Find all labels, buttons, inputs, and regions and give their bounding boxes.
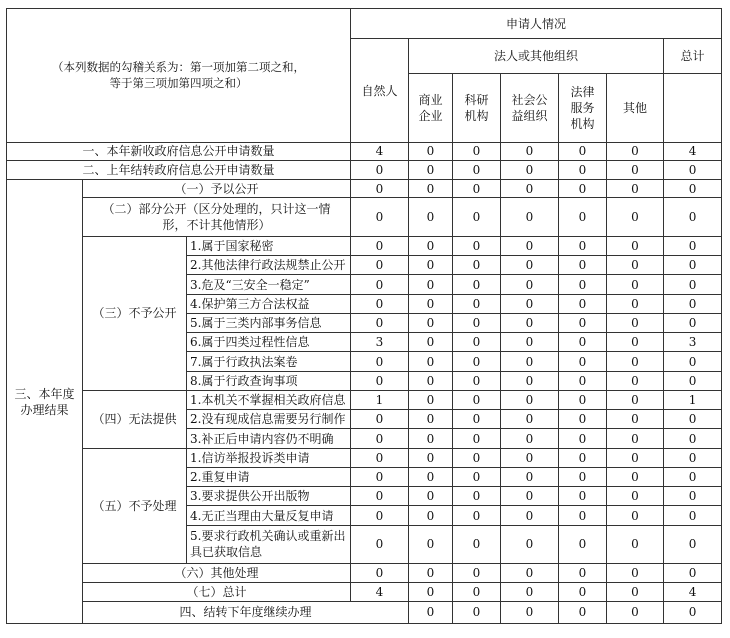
cell-value: 0 — [351, 467, 409, 486]
cell-value: 0 — [351, 410, 409, 429]
cell-value: 0 — [664, 487, 722, 506]
table-row — [7, 601, 722, 623]
cell-value: 0 — [453, 583, 501, 601]
cell-value: 0 — [453, 410, 501, 429]
cell-value: 0 — [453, 467, 501, 486]
cell-value: 0 — [664, 256, 722, 275]
application-statistics-table — [6, 8, 722, 624]
cell-value: 0 — [501, 525, 559, 564]
cell-value: 0 — [409, 333, 453, 352]
cell-value: 0 — [409, 294, 453, 313]
cell-value: 0 — [501, 601, 559, 623]
applicant-status-header: 申请人情况 — [351, 9, 722, 39]
cell-value: 0 — [453, 506, 501, 525]
row-label: 2.其他法律行政法规禁止公开 — [187, 256, 351, 275]
cell-value: 0 — [559, 294, 607, 313]
cell-value: 0 — [409, 525, 453, 564]
cell-value: 0 — [664, 180, 722, 198]
cell-value: 0 — [409, 352, 453, 371]
cell-value: 0 — [559, 390, 607, 409]
row-label: 1.信访举报投诉类申请 — [187, 448, 351, 467]
cell-value: 0 — [501, 390, 559, 409]
row-label: 5.要求行政机关确认或重新出具已获取信息 — [187, 525, 351, 564]
cell-value: 0 — [409, 180, 453, 198]
cell-value: 0 — [409, 467, 453, 486]
cell-value: 0 — [607, 160, 664, 179]
cell-value: 0 — [664, 313, 722, 332]
cell-value: 0 — [351, 506, 409, 525]
cell-value: 0 — [351, 371, 409, 390]
cell-value: 0 — [409, 487, 453, 506]
cell-value: 0 — [559, 142, 607, 160]
cell-value: 0 — [607, 410, 664, 429]
cell-value: 0 — [559, 583, 607, 601]
cell-value: 0 — [409, 236, 453, 255]
cell-value: 0 — [409, 371, 453, 390]
cell-value: 0 — [559, 160, 607, 179]
total-header: 总计 — [664, 39, 722, 73]
cell-value: 0 — [409, 142, 453, 160]
cell-value: 0 — [501, 371, 559, 390]
cell-value: 3 — [351, 333, 409, 352]
cell-value: 0 — [501, 313, 559, 332]
cell-value: 0 — [501, 294, 559, 313]
cell-value: 0 — [559, 180, 607, 198]
cell-value: 0 — [351, 564, 409, 583]
cell-value: 0 — [409, 198, 453, 237]
cell-value: 0 — [501, 236, 559, 255]
cell-value: 0 — [664, 467, 722, 486]
cell-value: 0 — [453, 256, 501, 275]
cell-value: 0 — [501, 448, 559, 467]
cell-value: 0 — [664, 525, 722, 564]
cell-value: 0 — [607, 198, 664, 237]
cell-value: 0 — [607, 448, 664, 467]
consistency-note: （本列数据的勾稽关系为：第一项加第二项之和， 等于第三项加第四项之和） — [7, 9, 351, 143]
group-label-unable: （四）无法提供 — [83, 390, 187, 448]
cell-value: 3 — [664, 333, 722, 352]
cell-value: 0 — [453, 142, 501, 160]
cell-value: 0 — [409, 390, 453, 409]
cell-value: 0 — [453, 333, 501, 352]
cell-value: 0 — [664, 160, 722, 179]
cell-value: 0 — [559, 506, 607, 525]
cell-value: 0 — [664, 506, 722, 525]
cell-value: 0 — [351, 429, 409, 448]
cell-value: 4 — [664, 142, 722, 160]
cell-value: 0 — [559, 564, 607, 583]
cell-value: 0 — [607, 142, 664, 160]
cell-value: 0 — [607, 333, 664, 352]
table-row — [7, 390, 722, 409]
row-label: （一）予以公开 — [83, 180, 351, 198]
row-label: （六）其他处理 — [83, 564, 351, 583]
cell-value: 0 — [607, 180, 664, 198]
row-label: 3.补正后申请内容仍不明确 — [187, 429, 351, 448]
cell-value: 0 — [453, 525, 501, 564]
cell-value: 0 — [351, 160, 409, 179]
cell-value: 0 — [664, 601, 722, 623]
table-row — [7, 448, 722, 467]
cell-value: 1 — [351, 390, 409, 409]
cell-value: 0 — [607, 313, 664, 332]
table-row — [7, 142, 722, 160]
cell-value: 0 — [453, 236, 501, 255]
cell-value: 0 — [559, 313, 607, 332]
research-header: 科研 机构 — [453, 73, 501, 142]
cell-value: 0 — [664, 448, 722, 467]
cell-value: 0 — [501, 564, 559, 583]
cell-value: 0 — [559, 371, 607, 390]
cell-value: 0 — [607, 275, 664, 294]
cell-value: 0 — [607, 487, 664, 506]
row-label: 7.属于行政执法案卷 — [187, 352, 351, 371]
cell-value: 0 — [664, 275, 722, 294]
social-header: 社会公 益组织 — [501, 73, 559, 142]
cell-value: 0 — [453, 601, 501, 623]
cell-value: 0 — [409, 448, 453, 467]
cell-value: 0 — [409, 256, 453, 275]
cell-value: 0 — [409, 601, 453, 623]
group-label-no-process: （五）不予处理 — [83, 448, 187, 564]
cell-value: 4 — [664, 583, 722, 601]
cell-value: 1 — [664, 390, 722, 409]
cell-value: 0 — [664, 410, 722, 429]
cell-value: 0 — [664, 352, 722, 371]
row-label: （七）总计 — [83, 583, 351, 601]
cell-value: 0 — [607, 525, 664, 564]
cell-value: 0 — [559, 198, 607, 237]
cell-value: 0 — [351, 352, 409, 371]
cell-value: 0 — [351, 448, 409, 467]
cell-value: 0 — [453, 564, 501, 583]
cell-value: 0 — [409, 160, 453, 179]
row-label: 2.重复申请 — [187, 467, 351, 486]
row-label: （二）部分公开（区分处理的，只计这一情形，不计其他情形） — [83, 198, 351, 237]
cell-value: 0 — [453, 487, 501, 506]
cell-value: 0 — [453, 390, 501, 409]
table-row — [7, 583, 722, 601]
cell-value: 0 — [453, 294, 501, 313]
cell-value: 0 — [409, 583, 453, 601]
row-label: 1.本机关不掌握相关政府信息 — [187, 390, 351, 409]
section-3-label: 三、本年度 办理结果 — [7, 180, 83, 624]
cell-value: 0 — [453, 198, 501, 237]
cell-value: 0 — [453, 313, 501, 332]
natural-person-header: 自然人 — [351, 39, 409, 142]
table-row — [7, 160, 722, 179]
cell-value: 0 — [559, 467, 607, 486]
cell-value: 0 — [559, 448, 607, 467]
cell-value: 0 — [351, 198, 409, 237]
cell-value: 0 — [501, 487, 559, 506]
cell-value: 0 — [351, 487, 409, 506]
cell-value: 0 — [664, 371, 722, 390]
cell-value: 0 — [409, 506, 453, 525]
cell-value: 0 — [351, 275, 409, 294]
cell-value: 0 — [559, 525, 607, 564]
cell-value: 0 — [559, 487, 607, 506]
cell-value: 0 — [559, 236, 607, 255]
cell-value: 0 — [453, 160, 501, 179]
cell-value: 0 — [453, 371, 501, 390]
table-row — [7, 236, 722, 255]
cell-value: 0 — [501, 506, 559, 525]
cell-value: 0 — [664, 198, 722, 237]
cell-value: 0 — [409, 313, 453, 332]
cell-value: 0 — [664, 294, 722, 313]
cell-value: 0 — [607, 256, 664, 275]
cell-value: 0 — [559, 333, 607, 352]
cell-value: 0 — [501, 583, 559, 601]
row-label: 6.属于四类过程性信息 — [187, 333, 351, 352]
cell-value: 0 — [559, 275, 607, 294]
row-label: 8.属于行政查询事项 — [187, 371, 351, 390]
cell-value: 0 — [453, 352, 501, 371]
cell-value: 0 — [607, 467, 664, 486]
cell-value: 0 — [559, 410, 607, 429]
row-label: 3.危及“三安全一稳定” — [187, 275, 351, 294]
cell-value: 0 — [501, 256, 559, 275]
cell-value: 0 — [501, 142, 559, 160]
row-label: 3.要求提供公开出版物 — [187, 487, 351, 506]
cell-value: 0 — [501, 333, 559, 352]
legal-group-header: 法人或其他组织 — [409, 39, 664, 73]
cell-value: 0 — [607, 583, 664, 601]
cell-value: 0 — [607, 429, 664, 448]
cell-value: 0 — [607, 294, 664, 313]
total-header-blank — [664, 73, 722, 142]
group-label-not-disclose: （三）不予公开 — [83, 236, 187, 390]
row-label: 一、本年新收政府信息公开申请数量 — [7, 142, 351, 160]
cell-value: 0 — [559, 601, 607, 623]
cell-value: 0 — [559, 352, 607, 371]
cell-value: 0 — [501, 160, 559, 179]
cell-value: 0 — [607, 564, 664, 583]
cell-value: 0 — [453, 180, 501, 198]
row-label: 1.属于国家秘密 — [187, 236, 351, 255]
cell-value: 0 — [453, 429, 501, 448]
cell-value: 0 — [351, 256, 409, 275]
cell-value: 0 — [607, 371, 664, 390]
table-row — [7, 180, 722, 198]
cell-value: 0 — [664, 429, 722, 448]
legal-service-header: 法律 服务 机构 — [559, 73, 607, 142]
other-header: 其他 — [607, 73, 664, 142]
row-label: 二、上年结转政府信息公开申请数量 — [7, 160, 351, 179]
cell-value: 0 — [351, 180, 409, 198]
table-row — [7, 564, 722, 583]
cell-value: 0 — [559, 429, 607, 448]
cell-value: 0 — [664, 236, 722, 255]
business-header: 商业 企业 — [409, 73, 453, 142]
cell-value: 0 — [607, 390, 664, 409]
cell-value: 0 — [501, 429, 559, 448]
cell-value: 4 — [351, 142, 409, 160]
row-label: 四、结转下年度继续办理 — [83, 601, 409, 623]
cell-value: 0 — [501, 180, 559, 198]
cell-value: 0 — [607, 352, 664, 371]
row-label: 2.没有现成信息需要另行制作 — [187, 410, 351, 429]
cell-value: 0 — [607, 236, 664, 255]
cell-value: 0 — [453, 275, 501, 294]
cell-value: 0 — [409, 429, 453, 448]
cell-value: 0 — [409, 275, 453, 294]
table-row — [7, 198, 722, 237]
cell-value: 0 — [409, 564, 453, 583]
cell-value: 0 — [607, 601, 664, 623]
row-label: 4.无正当理由大量反复申请 — [187, 506, 351, 525]
cell-value: 0 — [351, 236, 409, 255]
cell-value: 0 — [501, 198, 559, 237]
cell-value: 0 — [501, 467, 559, 486]
cell-value: 0 — [501, 275, 559, 294]
cell-value: 0 — [607, 506, 664, 525]
cell-value: 0 — [351, 294, 409, 313]
cell-value: 0 — [409, 410, 453, 429]
cell-value: 0 — [351, 525, 409, 564]
cell-value: 0 — [501, 352, 559, 371]
cell-value: 0 — [501, 410, 559, 429]
cell-value: 0 — [559, 256, 607, 275]
cell-value: 0 — [453, 448, 501, 467]
cell-value: 0 — [664, 564, 722, 583]
row-label: 5.属于三类内部事务信息 — [187, 313, 351, 332]
cell-value: 0 — [351, 313, 409, 332]
row-label: 4.保护第三方合法权益 — [187, 294, 351, 313]
cell-value: 4 — [351, 583, 409, 601]
